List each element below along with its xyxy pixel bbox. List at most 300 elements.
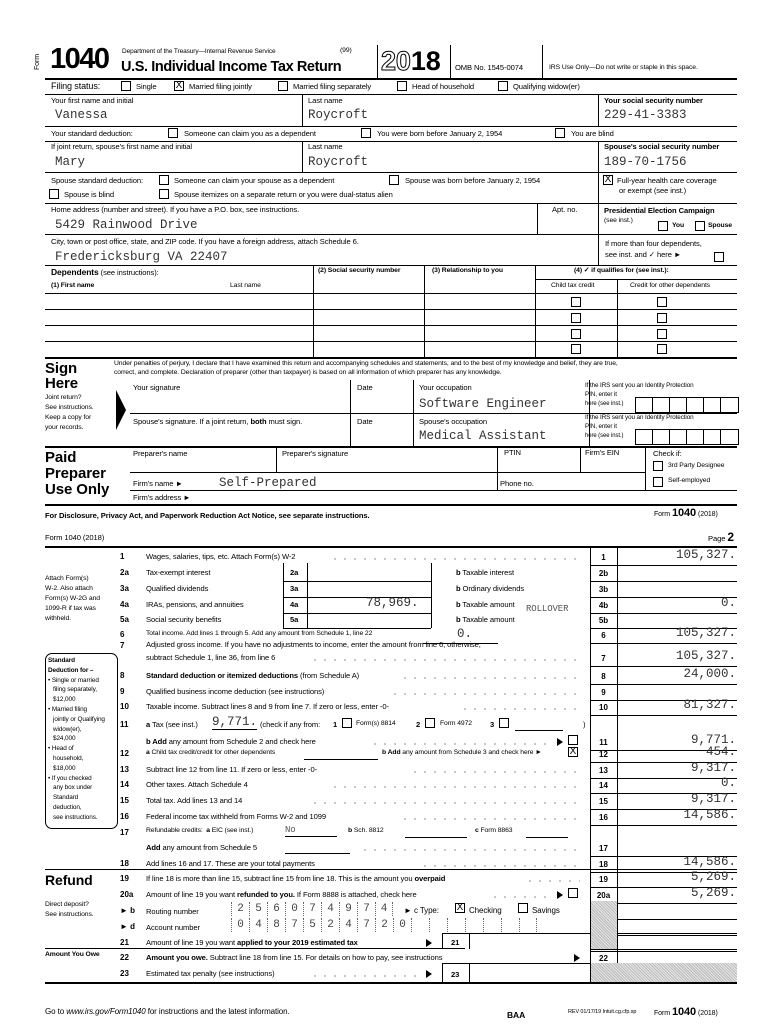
line-15-text: Total tax. Add lines 13 and 14 — [146, 796, 243, 805]
c1-label: 1 — [333, 720, 338, 729]
standard-deduction-line: • Single or married — [48, 676, 99, 684]
standard-deduction-label: Your standard deduction: — [51, 129, 133, 138]
other-form-checkbox[interactable] — [499, 718, 509, 728]
line-22-label: Subtract line 18 from line 15. For details on how to pay, see instructions — [207, 953, 443, 962]
line-16-box-label: 16 — [599, 813, 608, 822]
line-1-amount[interactable]: 105,327. — [675, 548, 736, 562]
dot-leader — [400, 818, 580, 820]
line-19-text — [146, 875, 445, 883]
divider — [302, 141, 303, 172]
b-label: Ordinary dividends — [460, 584, 525, 593]
account-digit — [501, 918, 519, 932]
divider — [283, 563, 284, 628]
c2-label: 2 — [416, 720, 421, 729]
line-17-number: 17 — [120, 828, 129, 837]
rule — [590, 825, 737, 826]
presidential-you-checkbox[interactable] — [658, 221, 668, 231]
savings-checkbox[interactable] — [518, 903, 528, 913]
account-digit: 7 — [357, 918, 375, 932]
form-8888-checkbox[interactable] — [568, 888, 578, 898]
ptin-label: PTIN — [504, 448, 521, 457]
col-relationship: (3) Relationship to you — [432, 267, 503, 274]
divider — [537, 203, 538, 234]
page2-form-footer — [654, 1007, 718, 1018]
line-6-number: 6 — [120, 630, 125, 639]
divider — [645, 446, 646, 491]
firm-name-field[interactable]: Self-Prepared — [219, 476, 317, 490]
line-23-text: Estimated tax penalty (see instructions) — [146, 969, 275, 978]
third-party-checkbox[interactable] — [653, 461, 663, 471]
your-occupation-label: Your occupation — [419, 383, 472, 392]
account-digit — [411, 918, 429, 932]
preparer-signature-label: Preparer's signature — [282, 449, 349, 458]
line-2a-box-label: 2a — [290, 568, 299, 577]
divider — [598, 234, 599, 265]
more-dependents-label-2: see inst. and ✓ here ► — [605, 250, 682, 259]
spouse-blind-checkbox[interactable] — [49, 189, 59, 199]
routing-label: Routing number — [146, 907, 199, 916]
standard-deduction-line: jointly or Qualifying — [53, 715, 105, 723]
direct-deposit-note: Direct deposit? — [45, 901, 89, 908]
line-13-amount[interactable]: 9,317. — [690, 761, 736, 775]
line-2a-text: Tax-exempt interest — [146, 568, 211, 577]
head-of-household-label: Head of household — [412, 82, 475, 91]
line-9-box-label: 9 — [601, 688, 606, 697]
other-form-field[interactable] — [515, 730, 563, 731]
dot-leader — [310, 975, 420, 977]
routing-number-field[interactable] — [231, 902, 393, 916]
presidential-campaign-label: Presidential Election Campaign — [604, 206, 715, 215]
schedule-3-checkbox[interactable] — [568, 747, 578, 757]
spouse-ippin-field[interactable] — [635, 429, 739, 445]
married-jointly-checkbox[interactable] — [174, 81, 184, 91]
rule — [590, 951, 737, 952]
dependent-3-ctc-checkbox[interactable] — [571, 329, 581, 339]
b-add: b Add — [382, 749, 401, 756]
dot-leader — [310, 802, 580, 804]
child-tax-credit-field[interactable] — [304, 759, 378, 760]
attach-note-line: withheld. — [45, 615, 71, 622]
born-before-checkbox[interactable] — [361, 128, 371, 138]
line-7-box-label: 7 — [601, 654, 606, 663]
divider — [598, 94, 599, 126]
line-22-number: 22 — [120, 953, 129, 962]
preparer-title: Paid — [45, 449, 77, 466]
form-4972-label: Form 4972 — [440, 720, 472, 727]
sign-title: Sign — [45, 360, 78, 377]
line-11a-text — [146, 721, 198, 729]
irs-link[interactable]: www.irs.gov/Form1040 — [66, 1007, 146, 1016]
rule — [45, 504, 737, 506]
line-22-box-label: 22 — [599, 954, 608, 963]
line-8-amount[interactable]: 24,000. — [683, 667, 736, 681]
date-label: Date — [357, 383, 373, 392]
attach-note-line: 1099-R if tax was — [45, 605, 96, 612]
city-label: City, town or post office, state, and ZIP code. If you have a foreign address, attach Schedule 6. — [51, 237, 359, 246]
standard-deduction-line: • Head of — [48, 745, 74, 753]
spouse-born-before-checkbox[interactable] — [389, 175, 399, 185]
dependent-2-ctc-checkbox[interactable] — [571, 313, 581, 323]
last-name-field[interactable]: Roycroft — [308, 108, 369, 122]
joint-return-note: Joint return? — [45, 394, 82, 401]
line-4-amount[interactable]: 0. — [720, 596, 736, 610]
line-20a-text — [146, 891, 417, 899]
third-party-label: 3rd Party Designee — [668, 462, 725, 469]
line-5b-box-label: 5b — [598, 616, 609, 625]
more-dependents-checkbox[interactable] — [714, 252, 724, 262]
dependent-1-odc-checkbox[interactable] — [657, 297, 667, 307]
form-4972-checkbox[interactable] — [425, 718, 435, 728]
line-5b-text — [456, 616, 515, 624]
irs-website-note — [45, 1008, 290, 1016]
more-dependents-label: If more than four dependents, — [605, 239, 702, 248]
your-signature-label: Your signature — [133, 383, 181, 392]
a-label: Child tax credit/credit for other dependents — [149, 749, 276, 756]
account-digit: 7 — [285, 918, 303, 932]
arrow-icon — [557, 738, 563, 746]
rule — [45, 357, 737, 359]
firm-ein-label: Firm's EIN — [585, 448, 620, 457]
standard-deduction-line: $24,000 — [53, 735, 76, 743]
line-15-amount[interactable]: 9,317. — [690, 792, 736, 806]
dependent-4-odc-checkbox[interactable] — [657, 344, 667, 354]
spouse-occupation-field[interactable]: Medical Assistant — [419, 429, 547, 443]
line-18-amount[interactable]: 14,586. — [683, 855, 736, 869]
dot-leader — [490, 896, 550, 898]
line-20a-amount[interactable]: 5,269. — [690, 886, 736, 900]
dependent-3-odc-checkbox[interactable] — [657, 329, 667, 339]
footer-year: (2018) — [698, 1010, 718, 1017]
routing-digit: 7 — [357, 902, 375, 916]
a-marker: a — [146, 720, 151, 729]
line-14-amount[interactable]: 0. — [720, 776, 736, 790]
your-occupation-field[interactable]: Software Engineer — [419, 397, 547, 411]
form-8863-field[interactable] — [526, 837, 568, 838]
your-ippin-field[interactable] — [635, 397, 739, 413]
b-label: Taxable interest — [460, 568, 515, 577]
b-marker: b — [456, 568, 461, 577]
blind-label: You are blind — [571, 129, 614, 138]
rule — [590, 949, 737, 950]
joint-return-note-3: Keep a copy for — [45, 414, 92, 421]
spouse-itemizes-checkbox[interactable] — [159, 189, 169, 199]
last-name-label: Last name — [308, 96, 343, 105]
rule — [45, 203, 737, 204]
city-field[interactable]: Fredericksburg VA 22407 — [55, 250, 228, 264]
first-name-field[interactable]: Vanessa — [55, 108, 108, 122]
routing-digit: 9 — [339, 902, 357, 916]
line-19-amount[interactable]: 5,269. — [690, 870, 736, 884]
dot-leader — [400, 677, 580, 679]
account-digit: 0 — [393, 918, 411, 932]
rule — [130, 472, 645, 473]
line-2b-box-label: 2b — [598, 569, 609, 578]
divider — [450, 45, 451, 78]
sch-8812-field[interactable] — [405, 837, 467, 838]
divider — [442, 933, 443, 949]
rule — [283, 628, 431, 629]
b-marker: b — [456, 584, 461, 593]
ippin-label-3: here (see inst.) — [585, 401, 624, 407]
line-14-box-label: 14 — [599, 781, 608, 790]
account-number-field[interactable] — [231, 918, 537, 932]
b-label: Taxable amount — [460, 615, 515, 624]
sch-8812-label — [348, 828, 384, 835]
irs-use-only: IRS Use Only—Do not write or staple in this space. — [549, 64, 698, 71]
account-digit: 2 — [321, 918, 339, 932]
standard-deduction-line: Standard — [48, 657, 75, 664]
ippin-label: If the IRS sent you an Identity Protection — [585, 382, 694, 389]
checking-label: Checking — [469, 906, 502, 915]
rule — [590, 643, 737, 644]
spouse-born-before-label: Spouse was born before January 2, 1954 — [405, 176, 541, 185]
line-9-number: 9 — [120, 687, 125, 696]
col-ssn: (2) Social security number — [318, 267, 401, 274]
line-7-amount[interactable]: 105,327. — [675, 649, 736, 663]
rule — [590, 684, 737, 685]
line-21-text — [146, 939, 358, 947]
dot-leader — [460, 708, 580, 710]
line-8-text — [146, 672, 359, 680]
b-label: any amount from Schedule 2 and check here — [166, 737, 316, 746]
rule — [45, 172, 737, 173]
goto-end: for instructions and the latest information. — [145, 1007, 290, 1016]
col-qualifies: (4) ✓ if qualifies for (see inst.): — [574, 267, 669, 274]
divider — [302, 94, 303, 126]
rule — [45, 234, 737, 235]
attach-note-line: Form(s) W-2G and — [45, 595, 100, 602]
checking-checkbox[interactable] — [455, 903, 465, 913]
presidential-see-inst: (see inst.) — [604, 217, 633, 224]
health-coverage-label-2: or exempt (see inst.) — [619, 186, 687, 195]
rule — [45, 126, 737, 127]
spouse-first-name-field[interactable]: Mary — [55, 155, 86, 169]
b-label: Taxable amount — [460, 600, 515, 609]
routing-digit: 6 — [267, 902, 285, 916]
line-6-subtotal[interactable]: 0. — [457, 627, 473, 641]
standard-deduction-line: deduction, — [53, 804, 82, 811]
form-8863-label — [475, 828, 512, 835]
standard-deduction-line: see instructions. — [53, 813, 98, 821]
account-digit — [447, 918, 465, 932]
dependent-2-odc-checkbox[interactable] — [657, 313, 667, 323]
schedule-5-field[interactable] — [285, 853, 350, 854]
line-7-number: 7 — [120, 641, 125, 650]
health-coverage-checkbox[interactable] — [603, 175, 613, 185]
qualifying-widow-checkbox[interactable] — [498, 81, 508, 91]
married-separately-label: Married filing separately — [293, 82, 372, 91]
line-12-amount[interactable]: 454. — [705, 745, 736, 759]
divider — [377, 45, 378, 78]
line-6-text: Total income. Add lines 1 through 5. Add any amount from Schedule 1, line 22 — [146, 630, 373, 637]
dependent-checkbox[interactable] — [168, 128, 178, 138]
divider — [580, 446, 581, 472]
preparer-name-label: Preparer's name — [133, 449, 188, 458]
home-address-field[interactable]: 5429 Rainwood Drive — [55, 218, 198, 232]
rule — [45, 293, 737, 294]
divider — [276, 446, 277, 472]
line-12b-text — [382, 750, 542, 757]
rule — [45, 265, 737, 266]
apt-label: Apt. no. — [552, 205, 578, 214]
omb-number: OMB No. 1545-0074 — [455, 63, 523, 72]
line-14-text: Other taxes. Attach Schedule 4 — [146, 780, 248, 789]
arrow-icon — [426, 939, 432, 947]
line-18-number: 18 — [120, 859, 129, 868]
divider — [542, 45, 543, 78]
dependents-title — [51, 268, 159, 277]
line-11a-amount[interactable]: 9,771. — [212, 715, 258, 729]
ssn-label: Your social security number — [604, 96, 703, 105]
routing-digit: 0 — [285, 902, 303, 916]
health-coverage-label: Full-year health care coverage — [617, 176, 717, 185]
standard-deduction-line: $18,000 — [53, 764, 76, 772]
spouse-last-name-field[interactable]: Roycroft — [308, 155, 369, 169]
routing-digit: 4 — [375, 902, 393, 916]
col-last-name: Last name — [230, 282, 261, 289]
married-separately-checkbox[interactable] — [278, 81, 288, 91]
account-digit: 2 — [375, 918, 393, 932]
a-label: Tax (see inst.) — [150, 720, 198, 729]
line-15-number: 15 — [120, 796, 129, 805]
line-20d-number: ► d — [120, 922, 136, 931]
b-marker: b — [456, 600, 461, 609]
footer-num: 1040 — [671, 507, 697, 519]
goto: Go to — [45, 1007, 67, 1016]
dependent-4-ctc-checkbox[interactable] — [571, 344, 581, 354]
spouse-date-label: Date — [357, 417, 373, 426]
col-other-credit: Credit for other dependents — [630, 282, 711, 289]
divider — [307, 563, 308, 628]
page-num: 2 — [727, 530, 734, 544]
presidential-spouse-checkbox[interactable] — [695, 221, 705, 231]
b-marker: b — [456, 615, 461, 624]
divider — [469, 933, 470, 949]
dot-leader — [410, 771, 580, 773]
b-marker: b — [348, 827, 353, 834]
standard-deduction-line: filing separately, — [53, 686, 97, 694]
line-20a-rest: If Form 8888 is attached, check here — [294, 890, 417, 899]
spouse-standard-deduction-label: Spouse standard deduction: — [51, 176, 143, 185]
account-digit — [519, 918, 537, 932]
routing-digit: 4 — [321, 902, 339, 916]
dot-leader — [390, 693, 580, 695]
line-3b-box-label: 3b — [598, 585, 609, 594]
add-label: any amount from Schedule 5 — [160, 843, 257, 852]
dependent-1-ctc-checkbox[interactable] — [571, 297, 581, 307]
ssn-field[interactable]: 229-41-3383 — [604, 108, 687, 122]
line-7-text-2: subtract Schedule 1, line 36, from line 6 — [146, 653, 276, 662]
line-4b-text — [456, 601, 515, 609]
line-22-text — [146, 954, 442, 962]
revision-label: REV 01/17/19 Intuit.cg.cfp.sp — [568, 1009, 637, 1015]
line-11-amount[interactable]: 9,771. — [690, 733, 736, 747]
sequence-code: (99) — [340, 47, 352, 54]
line-6-amount[interactable]: 105,327. — [675, 626, 736, 640]
line-10-amount[interactable]: 81,327. — [683, 698, 736, 712]
spouse-itemizes-label: Spouse itemizes on a separate return or you were dual-status alien — [174, 190, 393, 199]
footer-year: (2018) — [698, 511, 718, 518]
line-5a-box-label: 5a — [290, 615, 299, 624]
dot-leader — [310, 659, 580, 661]
account-digit: 8 — [267, 918, 285, 932]
arrow-icon — [557, 891, 563, 899]
line-19-number: 19 — [120, 874, 129, 883]
self-employed-checkbox[interactable] — [653, 477, 663, 487]
dot-leader — [360, 849, 580, 851]
self-employed-label: Self-employed — [668, 477, 711, 484]
line-19-box-label: 19 — [599, 875, 608, 884]
perjury-text: Under penalties of perjury, I declare that I have examined this return and accompanying schedules and statements, and to the best of my knowledge and belief, they are true, — [114, 360, 618, 367]
overpaid-bold: overpaid — [414, 874, 446, 883]
line-21-number: 21 — [120, 938, 129, 947]
born-before-label: You were born before January 2, 1954 — [377, 129, 503, 138]
line-14-number: 14 — [120, 780, 129, 789]
rule — [283, 613, 431, 614]
col-child-tax-credit: Child tax credit — [551, 282, 595, 289]
standard-deduction-line: Standard — [53, 794, 79, 802]
divider — [497, 446, 498, 491]
schedule-2-checkbox[interactable] — [568, 735, 578, 745]
b-label: Sch. 8812 — [352, 827, 384, 834]
divider — [313, 265, 314, 357]
head-of-household-checkbox[interactable] — [397, 81, 407, 91]
rule — [45, 94, 737, 95]
disclosure-notice: For Disclosure, Privacy Act, and Paperwork Reduction Act Notice, see separate instructions. — [45, 511, 370, 520]
dot-leader — [330, 786, 580, 788]
ippin-label-2: PIN, enter it — [585, 391, 617, 398]
spouse-ippin-label: If the IRS sent you an Identity Protection — [585, 414, 694, 421]
line-16-amount[interactable]: 14,586. — [683, 808, 736, 822]
spouse-sig-text: Spouse's signature. If a joint return, — [133, 417, 251, 426]
dependent-label: Someone can claim you as a dependent — [184, 129, 316, 138]
spouse-occupation-label: Spouse's occupation — [419, 417, 487, 426]
perjury-text-2: correct, and complete. Declaration of preparer (other than taxpayer) is based on all information of which preparer has any knowledge. — [114, 369, 502, 376]
line-20a-box-label: 20a — [596, 891, 611, 900]
eic-label: EIC (see inst.) — [209, 827, 254, 834]
divider — [424, 265, 425, 357]
line-12-number: 12 — [120, 749, 129, 758]
line-20a-number: 20a — [120, 890, 134, 899]
c3-label: 3 — [490, 720, 495, 729]
presidential-you-label: You — [672, 222, 685, 229]
year-bold: 18 — [410, 46, 441, 76]
line-7-text: Adjusted gross income. If you have no adjustments to income, enter the amount from line 6; otherwise, — [146, 640, 481, 649]
line-3-number: 3a — [120, 584, 129, 593]
line-4a-amount[interactable]: 78,969. — [366, 596, 419, 610]
attach-note-line: Attach Form(s) — [45, 575, 89, 582]
owe-bold: Amount you owe. — [146, 953, 208, 962]
rule — [590, 778, 737, 779]
divider — [431, 563, 432, 628]
eic-field[interactable]: No — [285, 826, 337, 837]
standard-deduction-line: household, — [53, 755, 84, 762]
line-18-box-label: 18 — [599, 860, 608, 869]
line-12a-text — [146, 750, 275, 757]
form-8814-checkbox[interactable] — [342, 718, 352, 728]
single-checkbox[interactable] — [121, 81, 131, 91]
rule — [45, 546, 737, 548]
rule — [45, 341, 737, 342]
spouse-ssn-field[interactable]: 189-70-1756 — [604, 155, 687, 169]
check-if-label: Check if: — [653, 449, 682, 458]
account-digit — [465, 918, 483, 932]
b-marker: b — [146, 737, 151, 746]
line-4b-box-label: 4b — [598, 601, 609, 610]
blind-checkbox[interactable] — [555, 128, 565, 138]
line-11-box-label: 11 — [599, 738, 608, 747]
spouse-dependent-checkbox[interactable] — [159, 175, 169, 185]
